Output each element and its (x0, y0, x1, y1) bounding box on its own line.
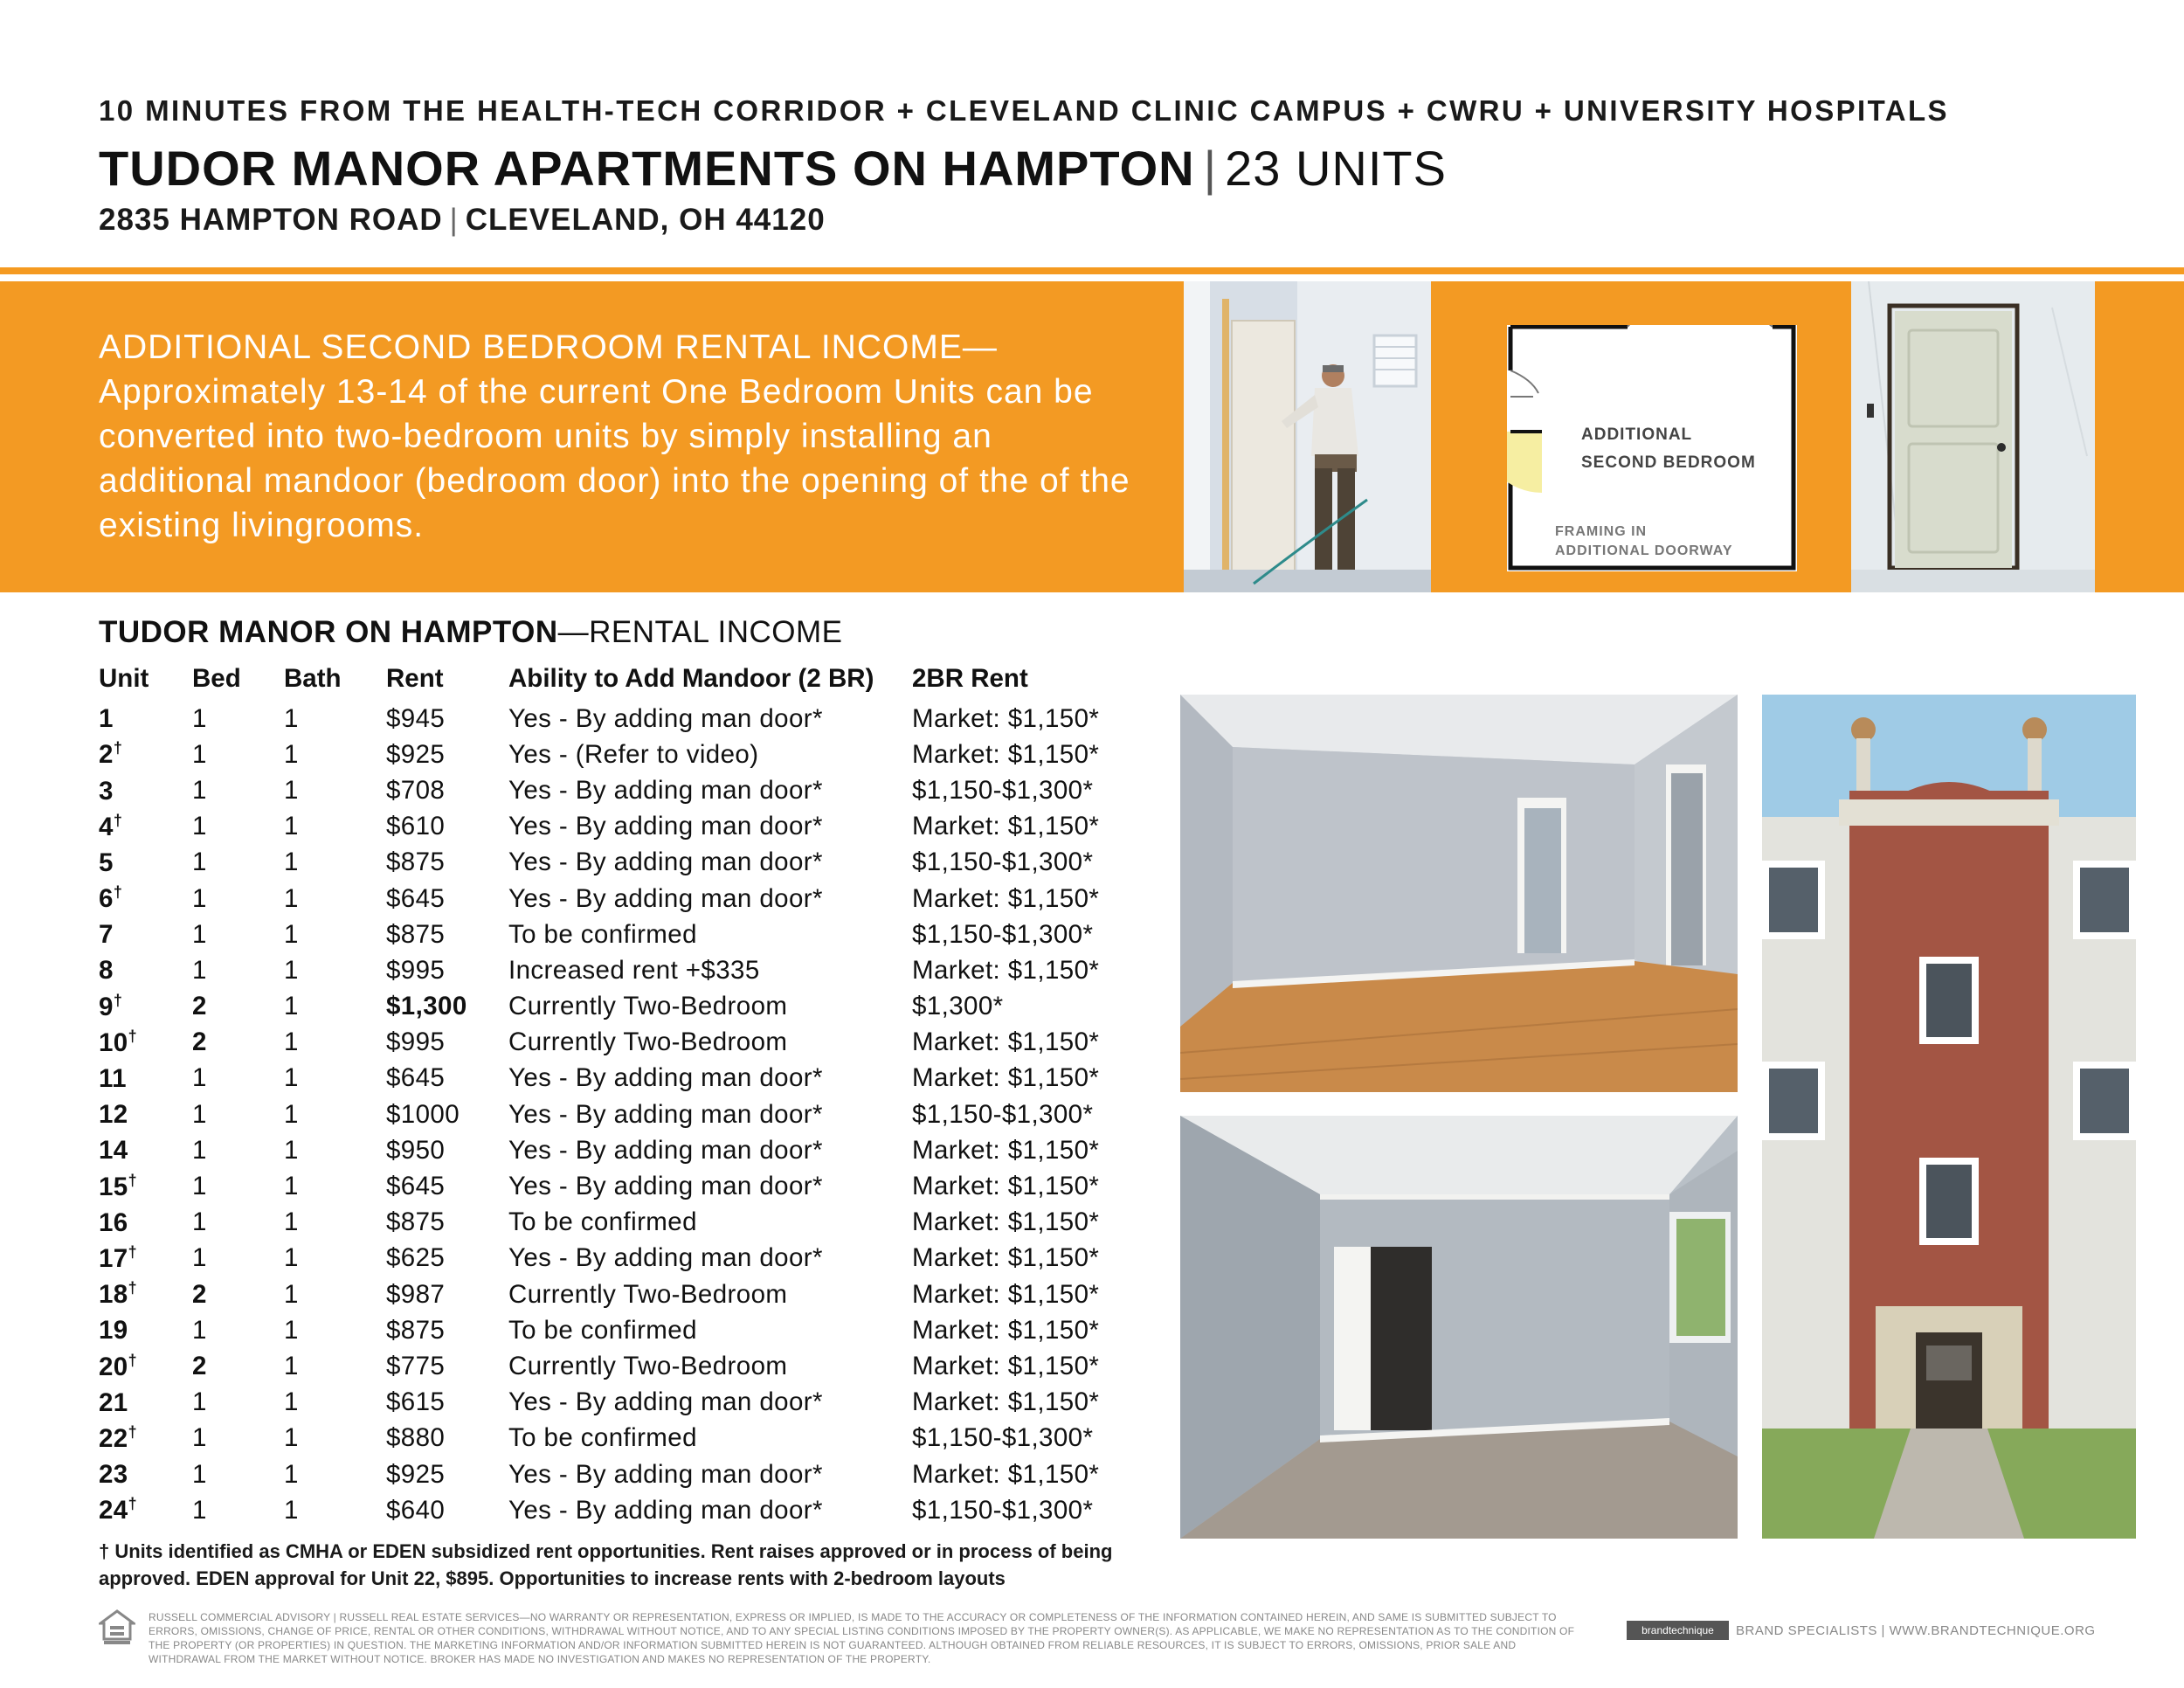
cell-2br-rent: Market: $1,150* (912, 1063, 1100, 1093)
cell-ability: To be confirmed (508, 1423, 697, 1453)
cell-rent: $995 (386, 1027, 446, 1057)
unit-number: 4 (99, 812, 114, 841)
cell-rent: $880 (386, 1423, 446, 1453)
table-row (99, 1348, 1139, 1384)
cell-ability: Yes - By adding man door* (508, 1063, 823, 1093)
unit-number: 17 (99, 1243, 128, 1273)
cell-ability: Yes - By adding man door* (508, 812, 823, 841)
table-body (99, 701, 1139, 1528)
table-row (99, 1421, 1139, 1456)
cell-bath: 1 (284, 847, 299, 877)
cell-rent: $875 (386, 1207, 446, 1237)
unit-number: 15 (99, 1172, 128, 1201)
unit-number: 24 (99, 1496, 128, 1525)
cell-ability: To be confirmed (508, 1315, 697, 1345)
table-row (99, 1132, 1139, 1168)
cell-unit (99, 1205, 192, 1241)
cell-rent: $610 (386, 812, 446, 841)
cell-rent: $775 (386, 1351, 446, 1380)
property-address (99, 203, 826, 238)
cell-ability: Currently Two-Bedroom (508, 1279, 788, 1309)
cell-bath: 1 (284, 739, 299, 769)
cell-unit (99, 737, 192, 772)
cell-ability: Currently Two-Bedroom (508, 1351, 788, 1380)
header-unit: Unit (99, 664, 149, 693)
floorplan-doorway-label (1555, 522, 1733, 561)
floorplan-diagram (1507, 325, 1797, 571)
table-row (99, 1456, 1139, 1492)
cell-rent: $875 (386, 847, 446, 877)
cell-2br-rent: Market: $1,150* (912, 1172, 1100, 1201)
cell-2br-rent: Market: $1,150* (912, 1207, 1100, 1237)
cell-rent: $925 (386, 1459, 446, 1489)
cell-unit (99, 701, 192, 737)
cell-unit (99, 1456, 192, 1492)
cell-ability: Yes - (Refer to video) (508, 739, 759, 769)
cell-2br-rent: Market: $1,150* (912, 1459, 1100, 1489)
cell-bath: 1 (284, 1387, 299, 1417)
brand-specialists-link[interactable]: BRAND SPECIALISTS | WWW.BRANDTECHNIQUE.ORG (1736, 1623, 2096, 1638)
cell-unit (99, 952, 192, 988)
cell-2br-rent: Market: $1,150* (912, 1315, 1100, 1345)
cell-2br-rent: $1,150-$1,300* (912, 847, 1094, 877)
cell-rent: $875 (386, 919, 446, 949)
cell-rent: $645 (386, 1172, 446, 1201)
cell-rent: $925 (386, 739, 446, 769)
cell-2br-rent: $1,150-$1,300* (912, 775, 1094, 805)
table-row (99, 1241, 1139, 1276)
unit-dagger-marker: † (128, 1351, 138, 1369)
floorplan-label-line-4: ADDITIONAL DOORWAY (1555, 543, 1733, 558)
cell-bath: 1 (284, 1172, 299, 1201)
cell-rent: $645 (386, 883, 446, 913)
unit-number: 1 (99, 704, 114, 733)
cell-ability: Yes - By adding man door* (508, 703, 823, 733)
cell-bath: 1 (284, 919, 299, 949)
unit-dagger-marker: † (113, 739, 123, 758)
cell-2br-rent: $1,150-$1,300* (912, 1495, 1094, 1525)
cell-bed: 2 (192, 992, 207, 1021)
table-row (99, 881, 1139, 917)
address-street: 2835 HAMPTON ROAD (99, 203, 443, 237)
unit-number: 18 (99, 1280, 128, 1309)
unit-dagger-marker: † (113, 883, 123, 902)
cell-bed: 1 (192, 919, 207, 949)
cell-unit (99, 1025, 192, 1061)
unit-number: 11 (99, 1063, 127, 1093)
unit-number: 21 (99, 1387, 128, 1417)
cell-rent: $1000 (386, 1099, 460, 1129)
table-row (99, 1276, 1139, 1312)
cell-rent: $1,300 (386, 992, 467, 1021)
second-bedroom-banner (0, 281, 2184, 592)
cell-rent: $987 (386, 1279, 446, 1309)
header-divider (0, 267, 2184, 274)
header-bath: Bath (284, 664, 342, 693)
cell-unit (99, 772, 192, 808)
unit-number: 14 (99, 1136, 128, 1166)
table-row (99, 1312, 1139, 1348)
unit-number: 20 (99, 1352, 128, 1381)
cell-bed: 1 (192, 739, 207, 769)
cell-bath: 1 (284, 1351, 299, 1380)
cell-rent: $640 (386, 1495, 446, 1525)
cell-2br-rent: Market: $1,150* (912, 1351, 1100, 1380)
footnote: † Units identified as CMHA or EDEN subsidized rent opportunities. Rent raises approved or in process of being approved. EDEN approval for Unit 22, $895. Opportunities to increase rents with 2-bedroom layouts (99, 1540, 1113, 1589)
cell-unit (99, 809, 192, 845)
cell-unit (99, 989, 192, 1025)
unit-dagger-marker: † (128, 1171, 138, 1189)
rental-income-table (99, 657, 1139, 1528)
cell-unit (99, 1385, 192, 1421)
cell-rent: $945 (386, 703, 446, 733)
cell-bath: 1 (284, 1099, 299, 1129)
cell-bed: 1 (192, 955, 207, 985)
cell-unit (99, 845, 192, 881)
cell-bath: 1 (284, 1063, 299, 1093)
unit-number: 2 (99, 740, 114, 770)
unit-dagger-marker: † (113, 811, 123, 829)
table-row (99, 701, 1139, 737)
cell-bath: 1 (284, 1495, 299, 1525)
rental-income-title (99, 615, 843, 650)
cell-ability: Yes - By adding man door* (508, 847, 823, 877)
table-row (99, 1025, 1139, 1061)
cell-bed: 1 (192, 703, 207, 733)
cell-2br-rent: $1,300* (912, 992, 1004, 1021)
unit-dagger-marker: † (128, 1027, 138, 1045)
unit-number: 8 (99, 956, 114, 986)
cell-bath: 1 (284, 1243, 299, 1273)
cell-ability: Yes - By adding man door* (508, 1172, 823, 1201)
table-row (99, 809, 1139, 845)
banner-heading: ADDITIONAL SECOND BEDROOM RENTAL INCOME— (99, 329, 998, 366)
banner-text (99, 325, 1147, 548)
cell-ability: Yes - By adding man door* (508, 1099, 823, 1129)
table-row (99, 1097, 1139, 1132)
cell-2br-rent: Market: $1,150* (912, 1243, 1100, 1273)
cell-2br-rent: Market: $1,150* (912, 812, 1100, 841)
floorplan-label-line-1: ADDITIONAL (1581, 425, 1693, 444)
table-row (99, 989, 1139, 1025)
cell-2br-rent: Market: $1,150* (912, 703, 1100, 733)
cell-bed: 2 (192, 1279, 207, 1309)
table-row (99, 1061, 1139, 1097)
table-row (99, 845, 1139, 881)
unit-number: 6 (99, 883, 114, 913)
title-unit-count: 23 UNITS (1225, 141, 1447, 196)
cell-bed: 1 (192, 1423, 207, 1453)
cell-ability: Yes - By adding man door* (508, 1243, 823, 1273)
cell-unit (99, 1168, 192, 1204)
cell-bed: 1 (192, 1315, 207, 1345)
cell-bath: 1 (284, 1423, 299, 1453)
cell-unit (99, 1132, 192, 1168)
cell-2br-rent: $1,150-$1,300* (912, 1099, 1094, 1129)
unit-number: 5 (99, 847, 114, 877)
header-2br-rent: 2BR Rent (912, 664, 1028, 693)
cell-ability: Yes - By adding man door* (508, 1495, 823, 1525)
table-header-row (99, 657, 1139, 701)
cell-bed: 1 (192, 1387, 207, 1417)
floorplan-bedroom-label (1581, 421, 1756, 477)
cell-rent: $625 (386, 1243, 446, 1273)
cell-bath: 1 (284, 1207, 299, 1237)
rental-income-title-bold: TUDOR MANOR ON HAMPTON (99, 615, 558, 649)
cell-rent: $708 (386, 775, 446, 805)
cell-unit (99, 1492, 192, 1528)
title-separator: | (1203, 141, 1217, 196)
cell-unit (99, 881, 192, 917)
cell-unit (99, 1061, 192, 1097)
cell-ability: Currently Two-Bedroom (508, 992, 788, 1021)
cell-bath: 1 (284, 1459, 299, 1489)
table-row (99, 1385, 1139, 1421)
unit-dagger-marker: † (128, 1422, 138, 1441)
cell-bed: 1 (192, 1099, 207, 1129)
cell-2br-rent: Market: $1,150* (912, 1027, 1100, 1057)
cell-bed: 1 (192, 1243, 207, 1273)
building-exterior-photo (1762, 695, 2136, 1539)
table-row (99, 917, 1139, 952)
cell-bed: 1 (192, 1063, 207, 1093)
table-row (99, 1492, 1139, 1528)
cell-bed: 1 (192, 883, 207, 913)
cell-2br-rent: $1,150-$1,300* (912, 919, 1094, 949)
cell-2br-rent: Market: $1,150* (912, 1279, 1100, 1309)
cell-bed: 1 (192, 1459, 207, 1489)
cell-ability: Currently Two-Bedroom (508, 1027, 788, 1057)
cell-ability: To be confirmed (508, 919, 697, 949)
cell-2br-rent: Market: $1,150* (912, 955, 1100, 985)
header-ability: Ability to Add Mandoor (2 BR) (508, 664, 874, 693)
cell-bed: 1 (192, 1495, 207, 1525)
rental-income-title-rest: —RENTAL INCOME (557, 615, 843, 649)
unit-number: 22 (99, 1423, 128, 1453)
table-row (99, 772, 1139, 808)
cell-unit (99, 917, 192, 952)
floorplan-label-line-2: SECOND BEDROOM (1581, 453, 1756, 472)
floorplan-label-line-3: FRAMING IN (1555, 524, 1648, 539)
unit-number: 19 (99, 1316, 128, 1346)
title-property-name: TUDOR MANOR APARTMENTS ON HAMPTON (99, 141, 1195, 196)
cell-bath: 1 (284, 703, 299, 733)
cell-bath: 1 (284, 992, 299, 1021)
address-city: CLEVELAND, OH 44120 (465, 203, 826, 237)
cell-bed: 1 (192, 1135, 207, 1165)
cell-bath: 1 (284, 812, 299, 841)
cell-unit (99, 1241, 192, 1276)
brandtechnique-logo: brandtechnique (1627, 1621, 1729, 1640)
cell-bath: 1 (284, 1027, 299, 1057)
cell-unit (99, 1097, 192, 1132)
header-rent: Rent (386, 664, 444, 693)
cell-ability: To be confirmed (508, 1207, 697, 1237)
cell-ability: Yes - By adding man door* (508, 1459, 823, 1489)
cell-2br-rent: Market: $1,150* (912, 883, 1100, 913)
cell-ability: Increased rent +$335 (508, 955, 760, 985)
cell-ability: Yes - By adding man door* (508, 1135, 823, 1165)
unit-number: 3 (99, 776, 114, 806)
unit-number: 16 (99, 1207, 128, 1237)
banner-body: Approximately 13-14 of the current One Bedroom Units can be converted into two-bedroom units by simply installing an additional mandoor (bedroom door) into the opening of the of the existing livingrooms. (99, 373, 1130, 544)
cell-rent: $645 (386, 1063, 446, 1093)
header-bed: Bed (192, 664, 241, 693)
unit-dagger-marker: † (113, 991, 123, 1009)
door-installation-photo (1184, 281, 1431, 592)
cell-bath: 1 (284, 955, 299, 985)
unit-number: 9 (99, 992, 114, 1021)
cell-rent: $875 (386, 1315, 446, 1345)
cell-bath: 1 (284, 775, 299, 805)
bedroom-photo (1180, 1116, 1738, 1539)
living-room-photo (1180, 695, 1738, 1092)
cell-rent: $950 (386, 1135, 446, 1165)
unit-dagger-marker: † (128, 1242, 138, 1261)
cell-rent: $615 (386, 1387, 446, 1417)
cell-bath: 1 (284, 1135, 299, 1165)
cell-bed: 1 (192, 847, 207, 877)
address-separator: | (449, 203, 459, 237)
table-row (99, 1205, 1139, 1241)
cell-unit (99, 1276, 192, 1312)
unit-number: 23 (99, 1459, 128, 1489)
cell-unit (99, 1312, 192, 1348)
cell-unit (99, 1421, 192, 1456)
cell-ability: Yes - By adding man door* (508, 775, 823, 805)
cell-bed: 1 (192, 812, 207, 841)
framed-door-photo (1851, 281, 2095, 592)
unit-number: 12 (99, 1100, 128, 1130)
equal-housing-opportunity-icon (99, 1609, 135, 1646)
cell-bed: 1 (192, 1207, 207, 1237)
table-row (99, 737, 1139, 772)
unit-dagger-marker: † (128, 1495, 138, 1513)
unit-dagger-marker: † (128, 1279, 138, 1297)
cell-2br-rent: Market: $1,150* (912, 739, 1100, 769)
cell-bed: 2 (192, 1027, 207, 1057)
unit-number: 10 (99, 1027, 128, 1057)
legal-disclaimer: RUSSELL COMMERCIAL ADVISORY | RUSSELL REAL ESTATE SERVICES—NO WARRANTY OR REPRESENTATION, EXPRESS OR IMPLIED, IS MADE TO THE ACCURACY OR COMPLETENESS OF THE INFORMATION CONTAINED HEREIN, AND SAME IS SUBMITTED SUBJECT TO ERRORS, OMISSIONS, CHANGE OF PRICE, RENTAL OR OTHER CONDITIONS, WITHDRAWAL WITHOUT NOTICE, AND TO ANY SPECIAL LISTING CONDITIONS IMPOSED BY THE PROPERTY OWNER(S). AS APPLICABLE, WE MAKE NO REPRESENTATION AS TO THE CONDITION OF THE PROPERTY (OR PROPERTIES) IN QUESTION. THE MARKETING INFORMATION AND/OR INFORMATION SUBMITTED HEREIN IS NOT GUARANTEED. ALTHOUGH OBTAINED FROM RELIABLE RESOURCES, IT IS SUBJECT TO ERRORS, OMISSIONS, PRIOR SALE AND WITHDRAWAL FROM THE MARKET WITHOUT NOTICE. BROKER HAS MADE NO INVESTIGATION AND MAKES NO REPRESENTATION OF THE PROPERTY. (149, 1611, 1575, 1665)
cell-2br-rent: $1,150-$1,300* (912, 1423, 1094, 1453)
cell-bath: 1 (284, 1315, 299, 1345)
eyebrow-tagline: 10 MINUTES FROM THE HEALTH-TECH CORRIDOR + CLEVELAND CLINIC CAMPUS + CWRU + UNIVERSITY HOSPITALS (99, 94, 1949, 127)
unit-number: 7 (99, 920, 114, 950)
cell-bath: 1 (284, 883, 299, 913)
cell-ability: Yes - By adding man door* (508, 1387, 823, 1417)
cell-ability: Yes - By adding man door* (508, 883, 823, 913)
cell-bed: 2 (192, 1351, 207, 1380)
table-row (99, 1168, 1139, 1204)
page-title (99, 140, 1447, 197)
table-row (99, 952, 1139, 988)
cell-bed: 1 (192, 1172, 207, 1201)
cell-unit (99, 1348, 192, 1384)
cell-bath: 1 (284, 1279, 299, 1309)
cell-2br-rent: Market: $1,150* (912, 1135, 1100, 1165)
cell-bed: 1 (192, 775, 207, 805)
cell-2br-rent: Market: $1,150* (912, 1387, 1100, 1417)
cell-rent: $995 (386, 955, 446, 985)
